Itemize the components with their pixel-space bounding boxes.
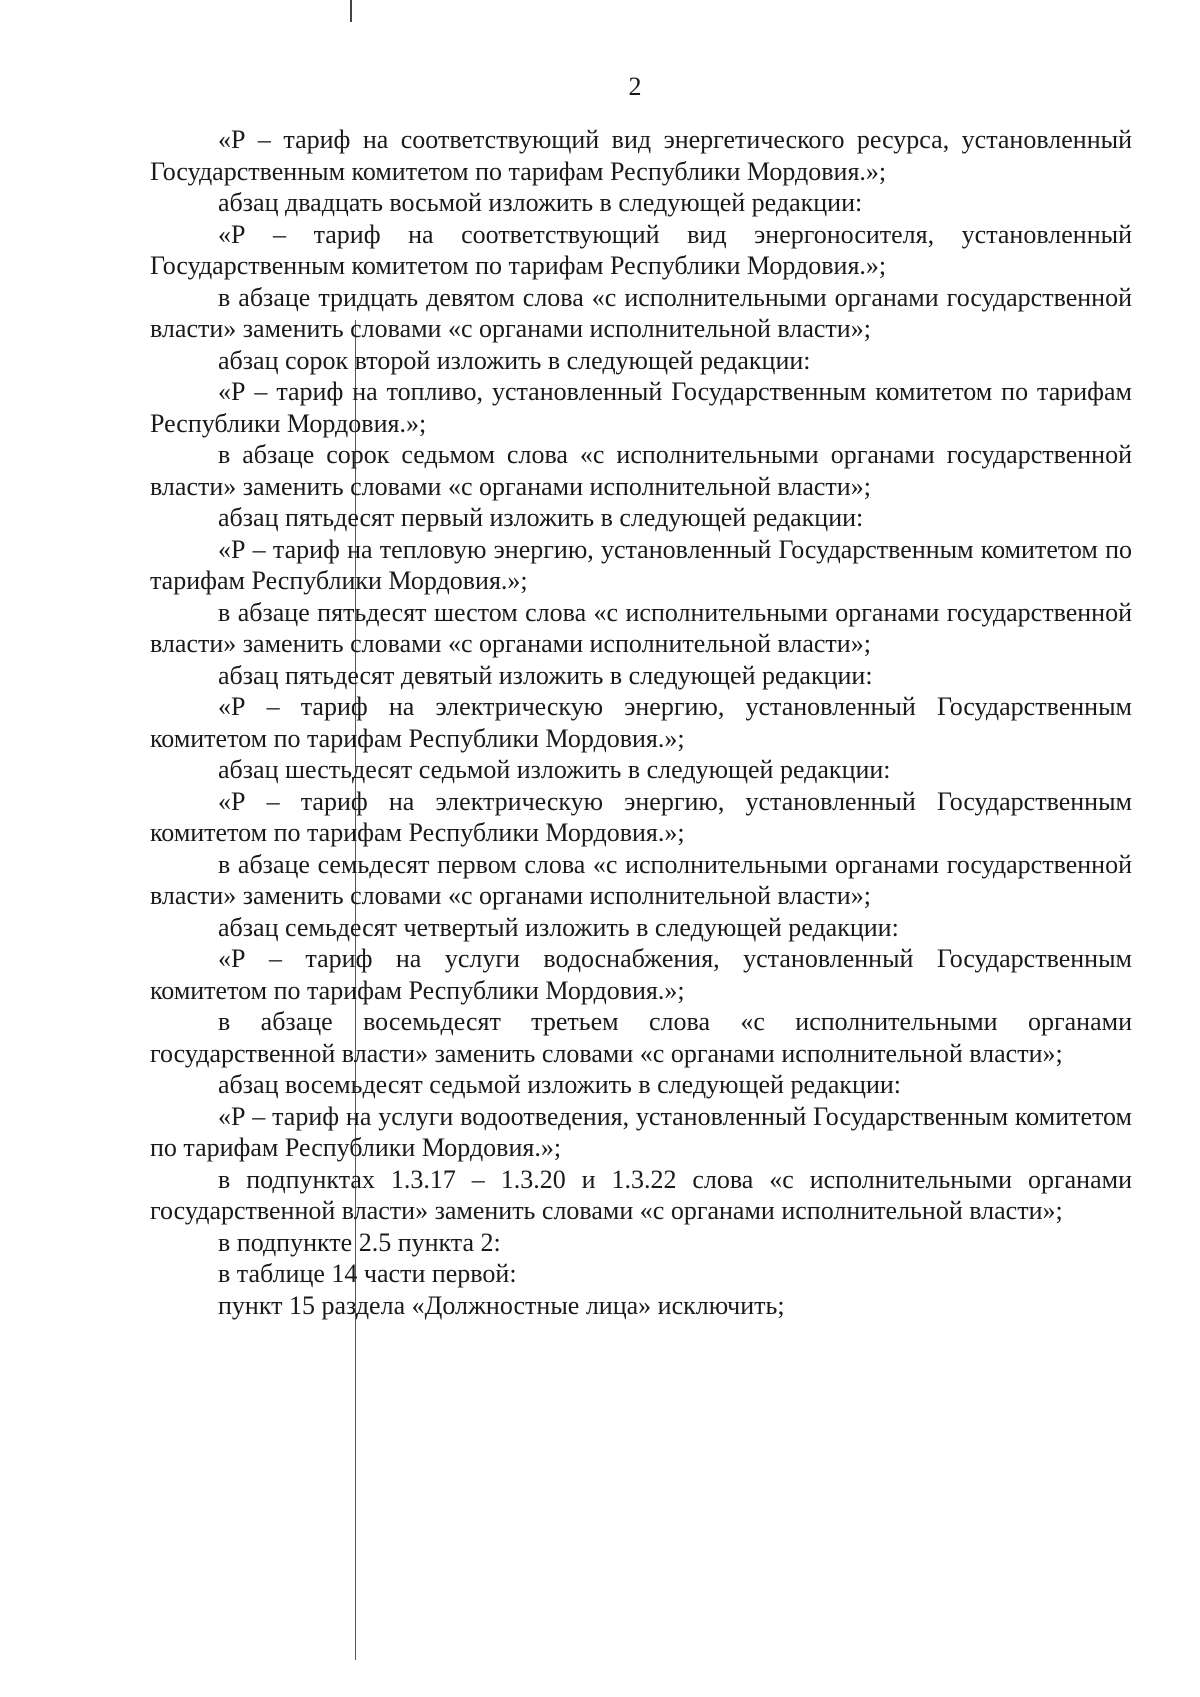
paragraph-3: «Р – тариф на соответствующий вид энергоносителя, установленный Государственным комитетом по тарифам Республики Мордовия.»;: [150, 219, 1132, 280]
paragraph-9: «Р – тариф на тепловую энергию, установленный Государственным комитетом по тарифам Республики Мордовия.»;: [150, 534, 1132, 595]
scan-artifact-top-line: [350, 0, 352, 22]
paragraph-4: в абзаце тридцать девятом слова «с исполнительными органами государственной власти» заменить словами «с органами исполнительной власти»;: [150, 282, 1132, 343]
paragraph-1: «Р – тариф на соответствующий вид энергетического ресурса, установленный Государственным комитетом по тарифам Республики Мордовия.»;: [150, 125, 1132, 186]
paragraph-5: абзац сорок второй изложить в следующей редакции:: [218, 345, 811, 375]
paragraph-18: в абзаце восемьдесят третьем слова «с исполнительными органами государственной власти» заменить словами «с органами исполнительной власти»;: [150, 1007, 1132, 1068]
paragraph-21: в подпунктах 1.3.17 – 1.3.20 и 1.3.22 слова «с исполнительными органами государственной власти» заменить словами «с органами исполнительной власти»;: [150, 1164, 1132, 1225]
paragraph-24: пункт 15 раздела «Должностные лица» исключить;: [218, 1290, 785, 1320]
document-body: [150, 124, 1132, 1321]
paragraph-12: «Р – тариф на электрическую энергию, установленный Государственным комитетом по тарифам Республики Мордовия.»;: [150, 692, 1132, 753]
paragraph-13: абзац шестьдесят седьмой изложить в следующей редакции:: [218, 755, 891, 784]
paragraph-19: абзац восемьдесят седьмой изложить в следующей редакции:: [218, 1070, 902, 1099]
paragraph-15: в абзаце семьдесят первом слова «с исполнительными органами государственной власти» заменить словами «с органами исполнительной власти»;: [150, 849, 1132, 910]
paragraph-16: абзац семьдесят четвертый изложить в следующей редакции:: [218, 912, 899, 942]
paragraph-14: «Р – тариф на электрическую энергию, установленный Государственным комитетом по тарифам Республики Мордовия.»;: [150, 786, 1132, 847]
paragraph-6: «Р – тариф на топливо, установленный Государственным комитетом по тарифам Республики Мордовия.»;: [150, 377, 1132, 438]
paragraph-22: в подпункте 2.5 пункта 2:: [218, 1227, 501, 1257]
paragraph-20: «Р – тариф на услуги водоотведения, установленный Государственным комитетом по тарифам Республики Мордовия.»;: [150, 1101, 1132, 1162]
paragraph-10: в абзаце пятьдесят шестом слова «с исполнительными органами государственной власти» заменить словами «с органами исполнительной власти»;: [150, 597, 1132, 658]
paragraph-2: абзац двадцать восьмой изложить в следующей редакции:: [218, 188, 863, 217]
paragraph-8: абзац пятьдесят первый изложить в следующей редакции:: [218, 503, 864, 532]
paragraph-23: в таблице 14 части первой:: [218, 1259, 517, 1288]
page-number: 2: [628, 72, 642, 101]
paragraph-7: в абзаце сорок седьмом слова «с исполнительными органами государственной власти» заменить словами «с органами исполнительной власти»;: [150, 440, 1132, 501]
paragraph-17: «Р – тариф на услуги водоснабжения, установленный Государственным комитетом по тарифам Республики Мордовия.»;: [150, 944, 1132, 1005]
paragraph-11: абзац пятьдесят девятый изложить в следующей редакции:: [218, 660, 873, 690]
